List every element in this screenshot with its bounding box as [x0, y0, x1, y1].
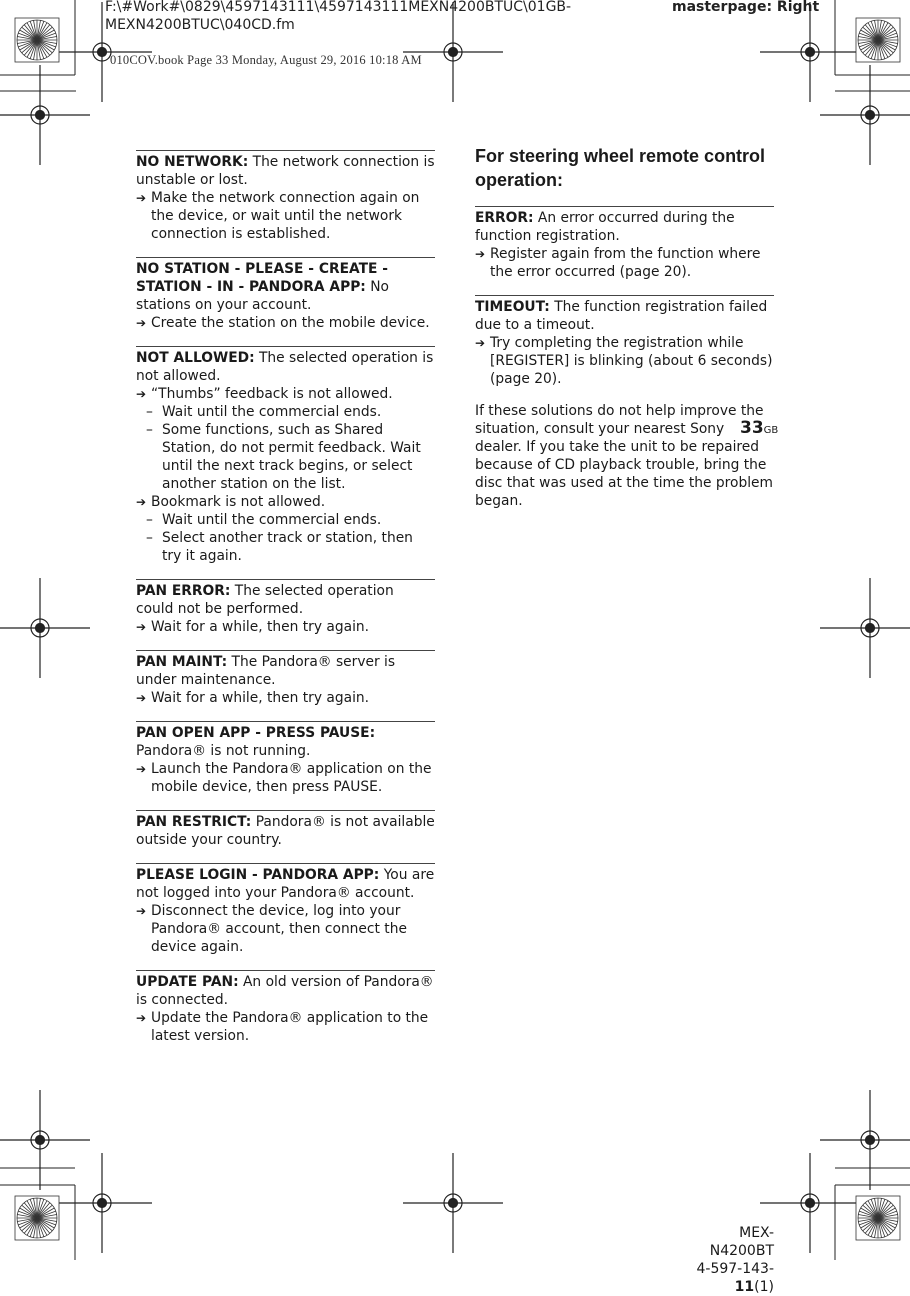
error-term: PAN RESTRICT:: [136, 814, 252, 830]
model-info: [676, 1224, 774, 1296]
remedy: [136, 385, 435, 403]
model-name: MEX-N4200BT: [709, 1225, 774, 1259]
remedy: [136, 689, 435, 707]
remedy-text: Disconnect the device, log into your Pandora® account, then connect the device again.: [151, 903, 407, 955]
section-title: For steering wheel remote control operation:: [475, 146, 766, 190]
error-description: The Pandora® server is under maintenance.: [136, 654, 396, 688]
sub-remedy: [136, 529, 435, 565]
entry-definition: [136, 582, 435, 618]
sub-remedy-text: Wait until the commercial ends.: [162, 512, 382, 528]
entry-definition: [475, 298, 774, 334]
remedy: [136, 618, 435, 636]
arrow-right-icon: ➔: [136, 762, 147, 776]
remedy-text: Bookmark is not allowed.: [151, 494, 326, 510]
error-entry: [136, 257, 435, 346]
remedy-text: “Thumbs” feedback is not allowed.: [151, 386, 393, 402]
file-path-line-1: F:\#Work#\0829\4597143111\4597143111MEXN4200BTUC\01GB-: [105, 0, 572, 15]
error-entry: [475, 295, 774, 402]
sub-remedy-text: Select another track or station, then try it again.: [162, 530, 413, 564]
remedy-text: Launch the Pandora® application on the mobile device, then press PAUSE.: [151, 761, 432, 795]
model-code: [676, 1260, 774, 1296]
star-target-icon: [856, 18, 900, 62]
error-description: An old version of Pandora® is connected.: [136, 974, 434, 1008]
remedy: [136, 189, 435, 243]
arrow-right-icon: ➔: [475, 247, 486, 261]
error-entry: [136, 970, 435, 1059]
dash-bullet: –: [146, 530, 153, 546]
sub-remedy-text: Wait until the commercial ends.: [162, 404, 382, 420]
entry-definition: [136, 260, 435, 314]
sub-remedy: [136, 403, 435, 421]
remedy: [136, 493, 435, 511]
remedy: [475, 334, 774, 388]
error-description: Pandora® is not available outside your country.: [136, 814, 435, 848]
registration-mark-icon: [0, 1090, 90, 1190]
arrow-right-icon: ➔: [136, 387, 147, 401]
error-entry: [475, 206, 774, 295]
right-column: [475, 140, 774, 510]
entry-definition: [136, 349, 435, 385]
error-entry: [136, 346, 435, 579]
star-target-icon: [15, 1196, 59, 1240]
entry-definition: [136, 813, 435, 849]
error-description: The function registration failed due to a timeout.: [475, 299, 768, 333]
error-description: An error occurred during the function registration.: [475, 210, 735, 244]
error-term: UPDATE PAN:: [136, 974, 239, 990]
remedy: [475, 245, 774, 281]
remedy-text: Wait for a while, then try again.: [151, 690, 370, 706]
registration-mark-icon: [760, 2, 860, 102]
star-target-icon: [15, 18, 59, 62]
error-entry: [136, 863, 435, 970]
model-code-prefix: 4-597-143-: [696, 1261, 774, 1277]
arrow-right-icon: ➔: [136, 620, 147, 634]
remedy-text: Create the station on the mobile device.: [151, 315, 430, 331]
arrow-right-icon: ➔: [136, 191, 147, 205]
error-term: PAN ERROR:: [136, 583, 231, 599]
right-entries: [475, 206, 774, 402]
sub-remedy: [136, 511, 435, 529]
arrow-right-icon: ➔: [475, 336, 486, 350]
error-description: No stations on your account.: [136, 279, 389, 313]
error-term: NO STATION - PLEASE - CREATE - STATION - IN - PANDORA APP:: [136, 261, 388, 295]
remedy-text: Register again from the function where the error occurred (page 20).: [490, 246, 761, 280]
model-code-suffix: (1): [754, 1279, 774, 1295]
error-description: You are not logged into your Pandora® account.: [136, 867, 435, 901]
entry-definition: [136, 866, 435, 902]
error-term: NO NETWORK:: [136, 154, 249, 170]
remedy: [136, 1009, 435, 1045]
error-term: PAN MAINT:: [136, 654, 228, 670]
arrow-right-icon: ➔: [136, 1011, 147, 1025]
error-term: ERROR:: [475, 210, 534, 226]
file-path-header: [105, 0, 575, 34]
left-column: [136, 150, 435, 1059]
error-entry: [136, 650, 435, 721]
remedy-text: Wait for a while, then try again.: [151, 619, 370, 635]
dash-bullet: –: [146, 422, 153, 438]
error-entry: [136, 810, 435, 863]
remedy-text: Make the network connection again on the device, or wait until the network connection is established.: [151, 190, 420, 242]
entry-definition: [136, 653, 435, 689]
page-number-suffix: GB: [763, 425, 779, 436]
error-term: TIMEOUT:: [475, 299, 550, 315]
error-term: NOT ALLOWED:: [136, 350, 255, 366]
error-entry: [136, 579, 435, 650]
model-code-bold: 11: [734, 1279, 755, 1295]
error-entry: [136, 150, 435, 257]
error-description: The selected operation is not allowed.: [136, 350, 434, 384]
entry-definition: [475, 209, 774, 245]
page-number-value: 33: [740, 418, 764, 438]
arrow-right-icon: ➔: [136, 495, 147, 509]
sub-remedy-text: Some functions, such as Shared Station, do not permit feedback. Wait until the next track begins, or select another station on the list.: [162, 422, 421, 492]
error-description: Pandora® is not running.: [136, 743, 311, 759]
entry-definition: [136, 153, 435, 189]
error-term: PAN OPEN APP - PRESS PAUSE:: [136, 725, 376, 741]
registration-mark-icon: [0, 65, 90, 165]
page-number: [740, 418, 778, 438]
closing-paragraph: If these solutions do not help improve the situation, consult your nearest Sony dealer. If you take the unit to be repaired because of CD playback trouble, bring the disc that was used at the time the problem began.: [475, 403, 773, 509]
dash-bullet: –: [146, 512, 153, 528]
dash-bullet: –: [146, 404, 153, 420]
registration-mark-icon: [403, 1153, 503, 1253]
entry-definition: [136, 973, 435, 1009]
registration-mark-icon: [820, 1090, 910, 1190]
remedy-text: Try completing the registration while [REGISTER] is blinking (about 6 seconds) (page 20).: [490, 335, 773, 387]
star-target-icon: [856, 1196, 900, 1240]
remedy: [136, 902, 435, 956]
entry-definition: [136, 724, 435, 760]
error-term: PLEASE LOGIN - PANDORA APP:: [136, 867, 380, 883]
error-description: The network connection is unstable or lost.: [136, 154, 435, 188]
remedy: [136, 314, 435, 332]
arrow-right-icon: ➔: [136, 691, 147, 705]
arrow-right-icon: ➔: [136, 904, 147, 918]
error-entry: [136, 721, 435, 810]
registration-mark-icon: [820, 65, 910, 165]
arrow-right-icon: ➔: [136, 316, 147, 330]
masterpage-label: masterpage: Right: [672, 0, 820, 15]
remedy: [136, 760, 435, 796]
registration-mark-icon: [820, 578, 910, 678]
file-path-line-2: MEXN4200BTUC\040CD.fm: [105, 17, 295, 33]
sub-remedy: [136, 421, 435, 493]
remedy-text: Update the Pandora® application to the latest version.: [151, 1010, 429, 1044]
error-description: The selected operation could not be performed.: [136, 583, 394, 617]
book-info: 010COV.book Page 33 Monday, August 29, 2016 10:18 AM: [110, 53, 422, 67]
registration-mark-icon: [0, 578, 90, 678]
